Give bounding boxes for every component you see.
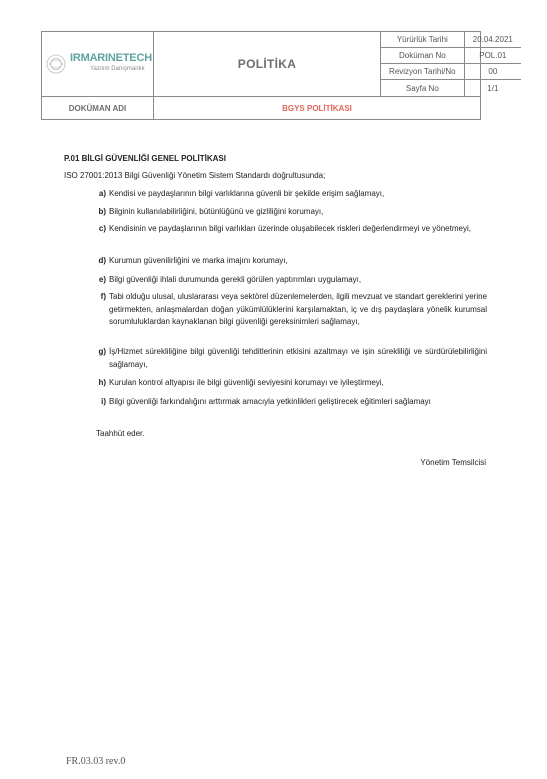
meta-key: Revizyon Tarihi/No <box>381 64 465 80</box>
commitment-text: Taahhüt eder. <box>96 429 145 438</box>
meta-key: Doküman No <box>381 48 465 64</box>
logo-tagline: Yazılım Danışmanlık <box>90 66 145 72</box>
company-logo <box>42 32 154 96</box>
meta-key: Sayfa No <box>381 80 465 96</box>
list-marker: b) <box>98 207 106 216</box>
meta-key: Yürürlük Tarihi <box>381 32 465 48</box>
list-text: Tabi olduğu ulusal, uluslararası veya sektörel düzenlemelerden, ilgili mevzuat ve standart gereklerini yerine getirmekten, anlaşmalardan doğan yükümlülüklerini karşılamaktan, iç ve dış paydaşlara yönelik kurumsal sorumluluklardan kaynaklanan bilgi güvenliği gereksinimleri sağlamayı, <box>109 292 487 326</box>
meta-value: 00 <box>465 64 521 80</box>
list-marker: e) <box>98 275 106 284</box>
list-text: Kurulan kontrol altyapısı ile bilgi güvenliği seviyesini korumayı ve iyileştirmeyi, <box>109 378 384 387</box>
list-marker: g) <box>98 347 106 356</box>
section-heading: P.01 BİLGİ GÜVENLİĞİ GENEL POLİTİKASI <box>64 154 226 163</box>
meta-value: 1/1 <box>487 83 499 93</box>
list-text: Kurumun güvenilirliğini ve marka imajını korumayı, <box>109 256 288 265</box>
meta-row-effective-date <box>381 32 521 48</box>
logo-emblem-icon <box>46 54 66 74</box>
intro-text: ISO 27001:2013 Bilgi Güvenliği Yönetim Sistem Standardı doğrultusunda; <box>64 171 326 180</box>
meta-value: 20.04.2021 <box>465 32 521 48</box>
document-meta <box>381 32 513 96</box>
doc-name-value: BGYS POLİTİKASI <box>282 104 352 113</box>
signature-label: Yönetim Temsilcisi <box>420 458 486 467</box>
list-text: İş/Hizmet sürekliliğine bilgi güvenliği tehditlerinin etkisini azaltmayı ve işin sürekliliği ve sürdürülebilirliğini sağlamayı, <box>109 347 487 369</box>
meta-row-doc-number <box>381 48 521 64</box>
list-text: Bilgi güvenliği farkındalığını arttırmak amacıyla yetkinlikleri geliştirecek eğitimleri sağlamayı <box>109 397 431 406</box>
list-marker: d) <box>98 256 106 265</box>
list-text: Kendisi ve paydaşlarının bilgi varlıklarına güvenli bir şekilde erişim sağlamayı, <box>109 189 385 198</box>
form-code: FR.03.03 rev.0 <box>66 756 126 767</box>
list-text: Kendisinin ve paydaşlarının bilgi varlıkları üzerinde oluşabilecek riskleri değerlendirmeyi ve yönetmeyi, <box>109 224 471 233</box>
meta-value: POL.01 <box>465 48 521 64</box>
list-marker: i) <box>101 397 106 406</box>
list-text: Bilginin kullanılabilirliğini, bütünlüğünü ve gizliliğini korumayı, <box>109 207 324 216</box>
list-text: Bilgi güvenliği ihlali durumunda gerekli görülen yaptırımları uygulamayı, <box>109 275 362 284</box>
meta-row-revision <box>381 64 521 80</box>
doc-name-label: DOKÜMAN ADI <box>42 97 154 120</box>
logo-name: IRMARINETECH <box>70 52 152 64</box>
list-marker: h) <box>98 378 106 387</box>
document-header-table <box>41 31 513 120</box>
doc-name-row <box>42 96 480 119</box>
page-title: POLİTİKA <box>154 32 381 96</box>
list-marker: a) <box>98 189 106 198</box>
list-marker: f) <box>100 292 106 301</box>
list-marker: c) <box>98 224 106 233</box>
meta-row-page-number <box>381 80 521 96</box>
